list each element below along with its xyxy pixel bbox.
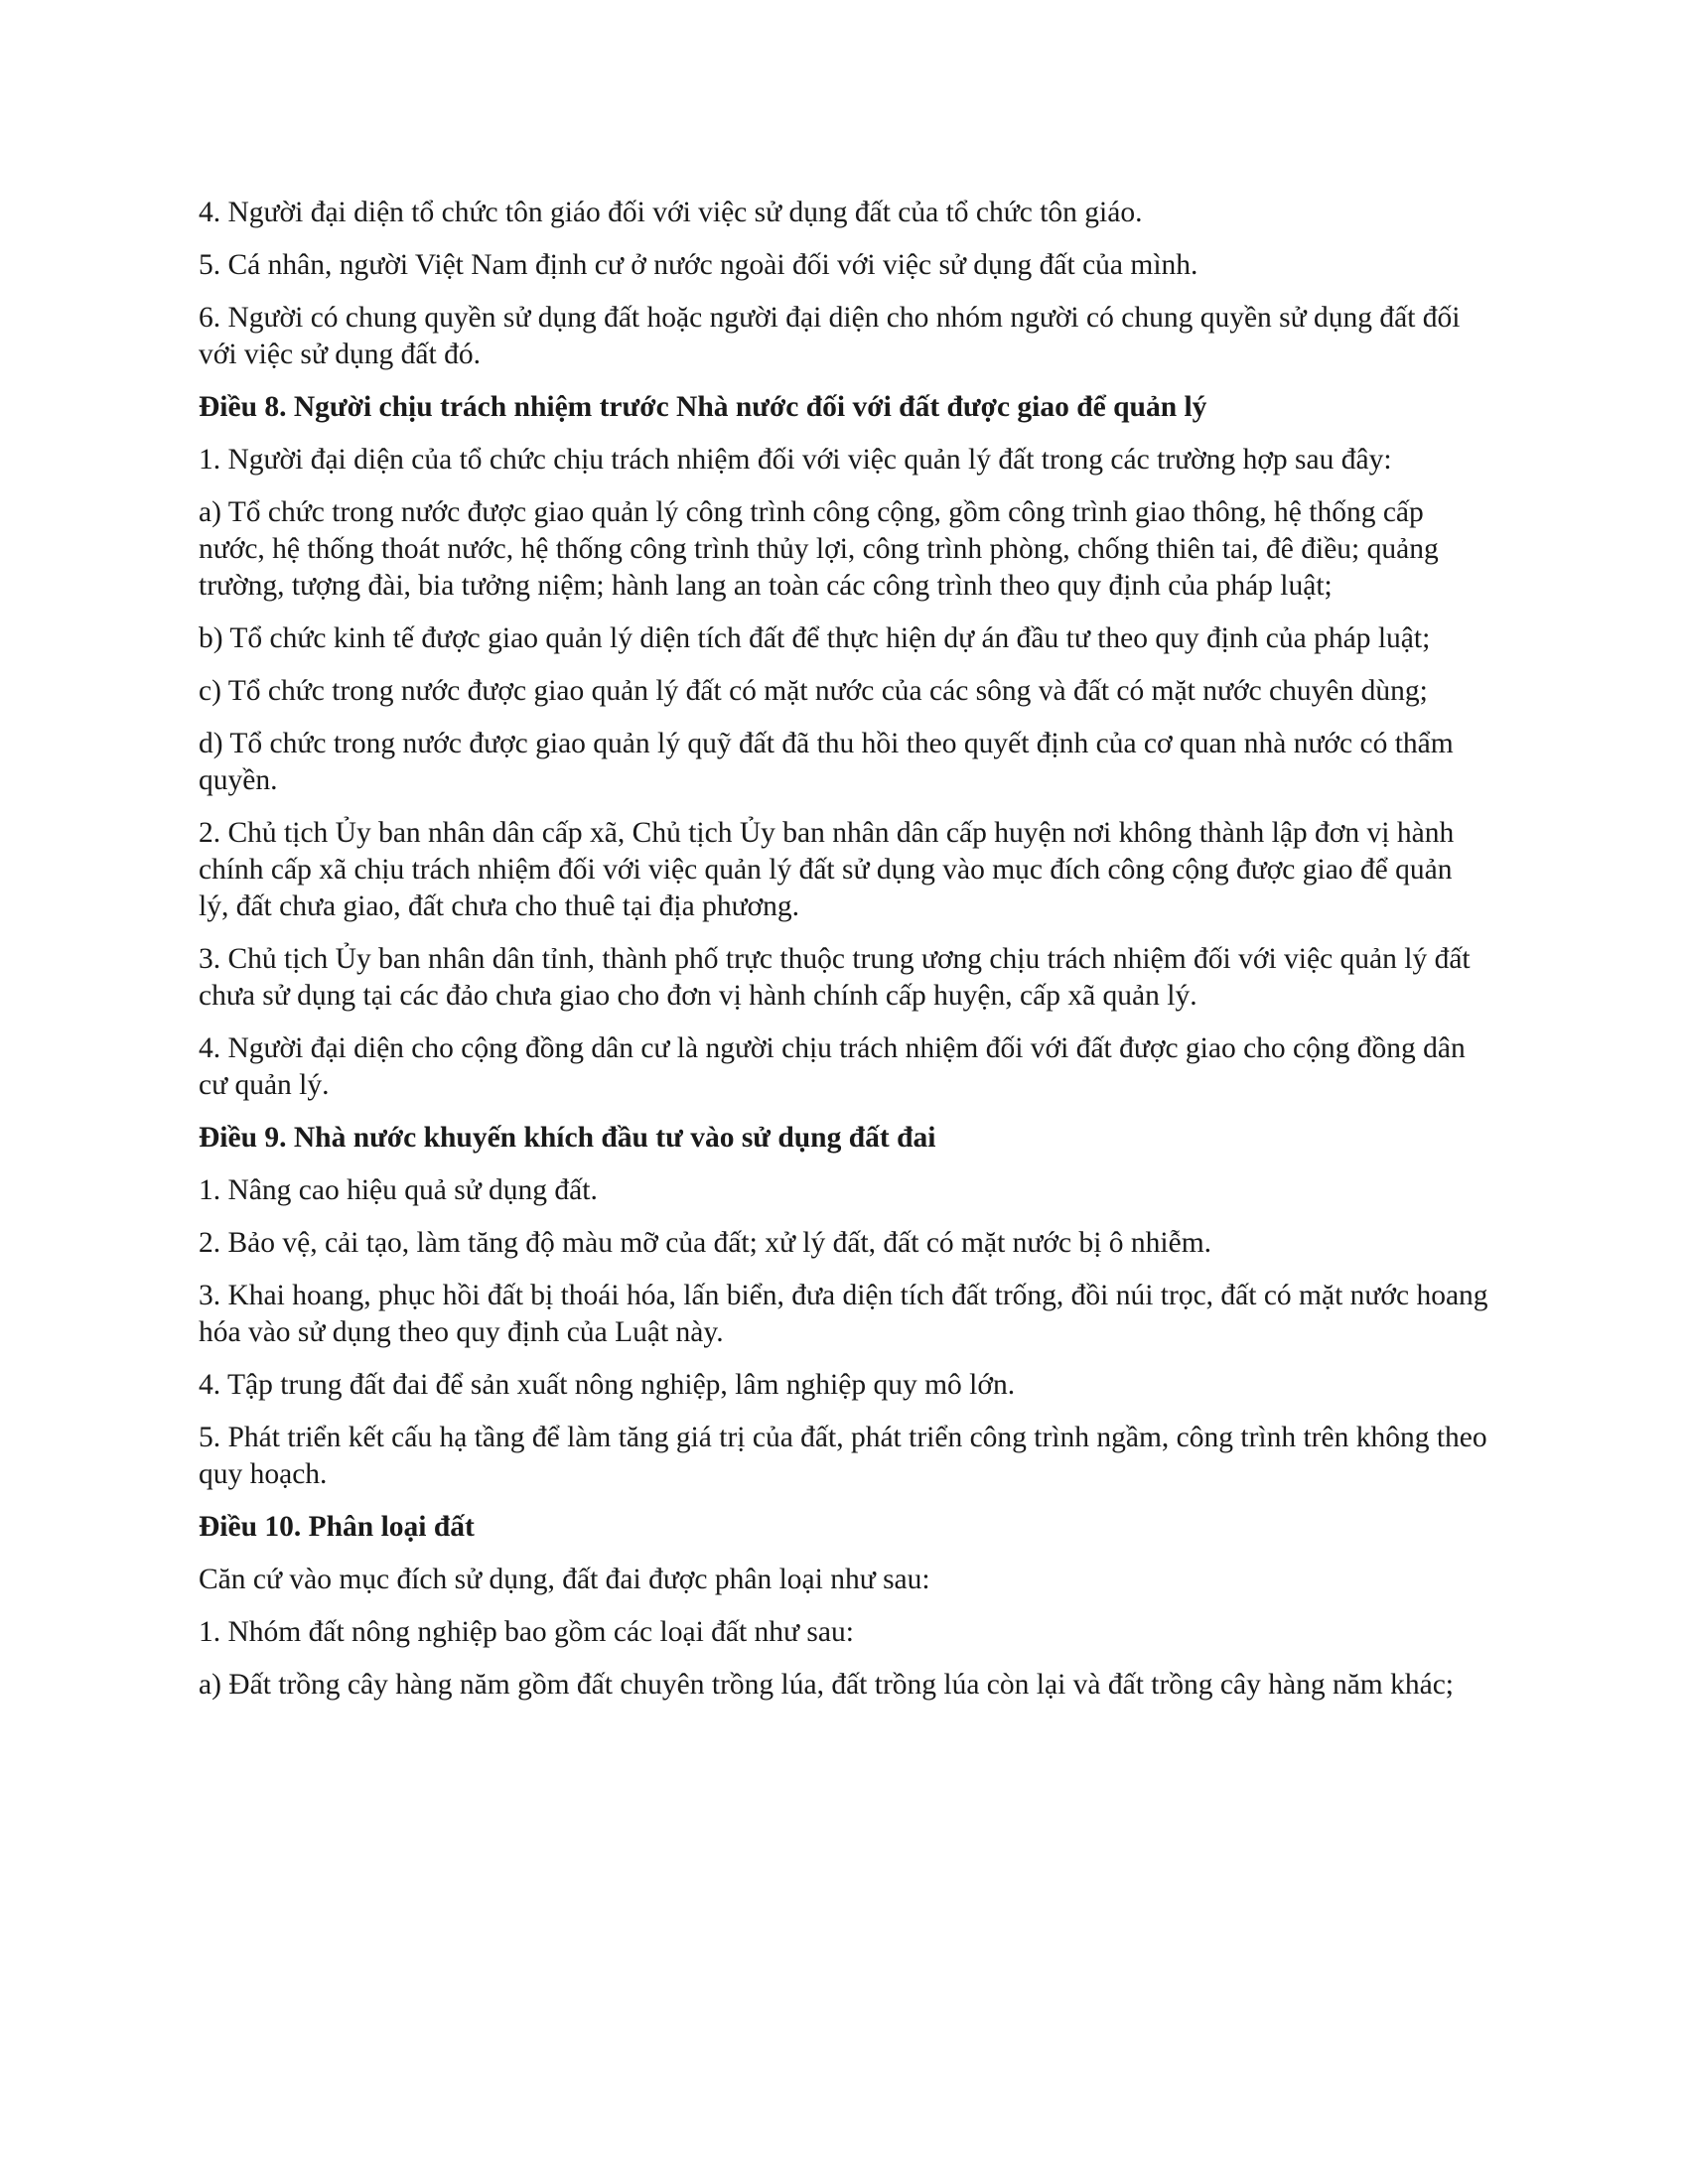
paragraph-article9-item3: 3. Khai hoang, phục hồi đất bị thoái hóa, lấn biển, đưa diện tích đất trống, đồi núi trọc, đất có mặt nước hoang hóa vào sử dụng theo quy định của Luật này. — [199, 1280, 1488, 1348]
paragraph-article9-item4: 4. Tập trung đất đai để sản xuất nông nghiệp, lâm nghiệp quy mô lớn. — [199, 1369, 1016, 1401]
paragraph-article10-intro: Căn cứ vào mục đích sử dụng, đất đai được phân loại như sau: — [199, 1564, 930, 1595]
document-page — [199, 195, 1489, 1719]
paragraph-article8-item1d: d) Tổ chức trong nước được giao quản lý quỹ đất đã thu hồi theo quyết định của cơ quan nhà nước có thẩm quyền. — [199, 728, 1454, 796]
paragraph-article9-item5: 5. Phát triển kết cấu hạ tầng để làm tăng giá trị của đất, phát triển công trình ngầm, công trình trên không theo quy hoạch. — [199, 1422, 1487, 1490]
paragraph-article7-item6: 6. Người có chung quyền sử dụng đất hoặc người đại diện cho nhóm người có chung quyền sử dụng đất đối với việc sử dụng đất đó. — [199, 302, 1461, 370]
paragraph-article8-item1: 1. Người đại diện của tổ chức chịu trách nhiệm đối với việc quản lý đất trong các trường hợp sau đây: — [199, 444, 1392, 476]
paragraph-article8-item3: 3. Chủ tịch Ủy ban nhân dân tỉnh, thành phố trực thuộc trung ương chịu trách nhiệm đối với việc quản lý đất chưa sử dụng tại các đảo chưa giao cho đơn vị hành chính cấp huyện, cấp xã quản lý. — [199, 943, 1471, 1012]
paragraph-article9-item1: 1. Nâng cao hiệu quả sử dụng đất. — [199, 1174, 598, 1206]
paragraph-article7-item4: 4. Người đại diện tổ chức tôn giáo đối với việc sử dụng đất của tổ chức tôn giáo. — [199, 197, 1143, 228]
article-9-heading: Điều 9. Nhà nước khuyến khích đầu tư vào sử dụng đất đai — [199, 1122, 936, 1154]
paragraph-article8-item2: 2. Chủ tịch Ủy ban nhân dân cấp xã, Chủ tịch Ủy ban nhân dân cấp huyện nơi không thành lập đơn vị hành chính cấp xã chịu trách nhiệm đối với việc quản lý đất sử dụng vào mục đích công cộng được giao để quản lý, đất chưa giao, đất chưa cho thuê tại địa phương. — [199, 817, 1455, 922]
paragraph-article8-item1b: b) Tổ chức kinh tế được giao quản lý diện tích đất để thực hiện dự án đầu tư theo quy định của pháp luật; — [199, 622, 1431, 654]
paragraph-article10-item1: 1. Nhóm đất nông nghiệp bao gồm các loại đất như sau: — [199, 1616, 854, 1648]
paragraph-article8-item4: 4. Người đại diện cho cộng đồng dân cư là người chịu trách nhiệm đối với đất được giao cho cộng đồng dân cư quản lý. — [199, 1032, 1466, 1101]
paragraph-article7-item5: 5. Cá nhân, người Việt Nam định cư ở nước ngoài đối với việc sử dụng đất của mình. — [199, 249, 1198, 281]
article-10-heading: Điều 10. Phân loại đất — [199, 1511, 475, 1543]
paragraph-article8-item1c: c) Tổ chức trong nước được giao quản lý đất có mặt nước của các sông và đất có mặt nước chuyên dùng; — [199, 675, 1428, 707]
paragraph-article10-item1a: a) Đất trồng cây hàng năm gồm đất chuyên trồng lúa, đất trồng lúa còn lại và đất trồng cây hàng năm khác; — [199, 1669, 1454, 1701]
article-8-heading: Điều 8. Người chịu trách nhiệm trước Nhà nước đối với đất được giao để quản lý — [199, 391, 1207, 423]
paragraph-article8-item1a: a) Tổ chức trong nước được giao quản lý công trình công cộng, gồm công trình giao thông, hệ thống cấp nước, hệ thống thoát nước, hệ thống công trình thủy lợi, công trình phòng, chống thiên tai, đê điều; quảng trường, tượng đài, bia tưởng niệm; hành lang an toàn các công trình theo quy định của pháp luật; — [199, 496, 1439, 602]
paragraph-article9-item2: 2. Bảo vệ, cải tạo, làm tăng độ màu mỡ của đất; xử lý đất, đất có mặt nước bị ô nhiễm. — [199, 1227, 1212, 1259]
